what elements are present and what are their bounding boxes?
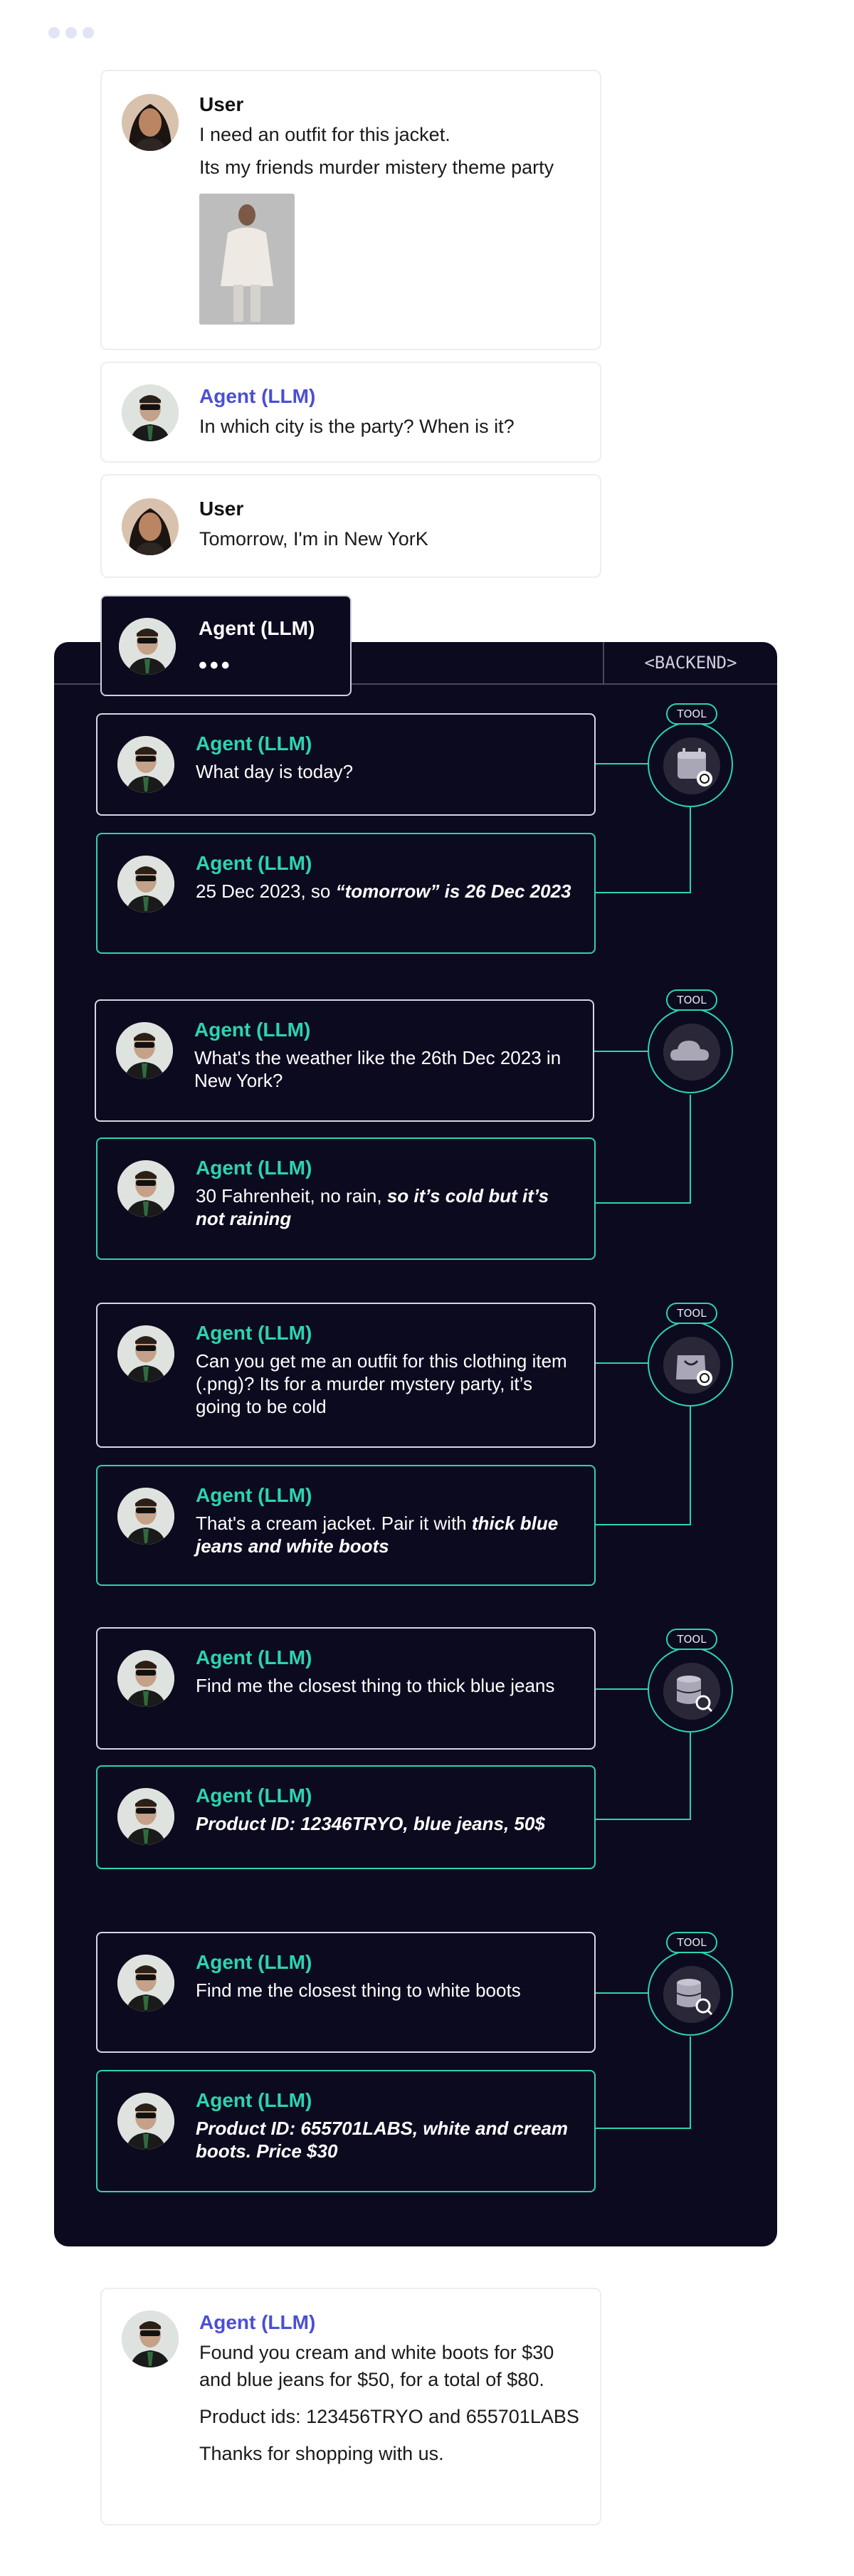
shopping-tool[interactable] <box>648 1307 733 1407</box>
agent-response-card <box>96 833 596 954</box>
tool-tag: TOOL <box>666 989 717 1011</box>
response-text: That's a cream jacket. Pair it with thick blue jeans and white boots <box>196 1513 559 1557</box>
request-text: Find me the closest thing to white boots <box>196 1980 521 2001</box>
calendar-icon <box>649 723 734 809</box>
agent-avatar <box>117 856 174 913</box>
response-text: 25 Dec 2023, so “tomorrow” is 26 Dec 2023 <box>196 880 571 902</box>
agent-response-card <box>96 1465 596 1586</box>
database-search-tool[interactable] <box>648 1936 733 2036</box>
agent-response-card <box>96 2070 596 2192</box>
message-line: Thanks for shopping with us. <box>199 2443 444 2464</box>
sender-name: Agent (LLM) <box>199 617 315 639</box>
agent-request-card <box>95 999 594 1122</box>
agent-response-card <box>96 1765 596 1869</box>
database-search-tool[interactable] <box>648 1633 733 1733</box>
response-text: 30 Fahrenheit, no rain, so it’s cold but it’s not raining <box>196 1185 549 1229</box>
agent-avatar <box>117 1488 174 1545</box>
agent-request-card <box>96 1932 596 2053</box>
sender-name: Agent (LLM) <box>196 1157 312 1179</box>
sender-name: User <box>199 93 244 115</box>
sender-name: Agent (LLM) <box>196 2089 312 2111</box>
agent-avatar <box>117 736 174 793</box>
sender-name: Agent (LLM) <box>196 1646 312 1668</box>
sender-name: Agent (LLM) <box>199 385 316 407</box>
agent-request-card <box>96 1303 596 1448</box>
sender-name: Agent (LLM) <box>196 732 312 755</box>
database-search-icon <box>649 1952 734 2037</box>
agent-avatar <box>117 1325 174 1382</box>
agent-request-card <box>96 1627 596 1750</box>
tool-tag: TOOL <box>666 1629 717 1650</box>
agent-avatar <box>122 2310 179 2367</box>
request-text: What's the weather like the 26th Dec 2023 in New York? <box>194 1047 562 1091</box>
sender-name: Agent (LLM) <box>199 2311 316 2333</box>
request-text: Can you get me an outfit for this clothing item (.png)? Its for a murder mystery party, it’s going to be cold <box>196 1350 567 1417</box>
tool-tag: TOOL <box>666 1303 717 1324</box>
agent-response-card <box>96 1137 596 1260</box>
message-line: I need an outfit for this jacket. <box>199 124 450 145</box>
sender-name: User <box>199 498 244 520</box>
sender-name: Agent (LLM) <box>196 852 312 874</box>
agent-avatar <box>116 1022 173 1079</box>
agent-final-message-card <box>100 2288 601 2525</box>
request-text: Find me the closest thing to thick blue jeans <box>196 1675 555 1696</box>
response-text: Product ID: 655701LABS, white and cream boots. Price $30 <box>196 2118 569 2162</box>
sender-name: Agent (LLM) <box>196 1784 312 1807</box>
sender-name: Agent (LLM) <box>194 1019 311 1041</box>
weather-tool[interactable] <box>648 994 733 1093</box>
typing-dots: ••• <box>199 652 233 679</box>
sender-name: Agent (LLM) <box>196 1951 312 1973</box>
database-search-icon <box>649 1649 734 1734</box>
backend-label: <BACKEND> <box>644 653 737 673</box>
tool-tag: TOOL <box>666 1932 717 1953</box>
sender-name: Agent (LLM) <box>196 1322 312 1344</box>
request-text: What day is today? <box>196 761 354 782</box>
agent-avatar <box>117 1160 174 1217</box>
sender-name: Agent (LLM) <box>196 1484 312 1506</box>
message-line: Tomorrow, I'm in New YorK <box>199 528 428 550</box>
cloud-icon <box>649 1009 734 1095</box>
message-line: Found you cream and white boots for $30 and blue jeans for $50, for a total of $80. <box>199 2342 554 2390</box>
agent-avatar <box>117 1788 174 1845</box>
agent-avatar <box>117 2093 174 2150</box>
message-line: Its my friends murder mistery theme party <box>199 157 554 178</box>
tool-tag: TOOL <box>666 703 717 725</box>
response-text: Product ID: 12346TRYO, blue jeans, 50$ <box>196 1813 545 1834</box>
agent-request-card <box>96 713 596 816</box>
message-line: In which city is the party? When is it? <box>199 416 515 437</box>
message-line: Product ids: 123456TRYO and 655701LABS <box>199 2406 579 2427</box>
agent-avatar <box>117 1650 174 1707</box>
shopping-bag-icon <box>649 1323 734 1408</box>
agent-avatar <box>117 1955 174 2012</box>
calendar-tool[interactable] <box>648 708 733 807</box>
